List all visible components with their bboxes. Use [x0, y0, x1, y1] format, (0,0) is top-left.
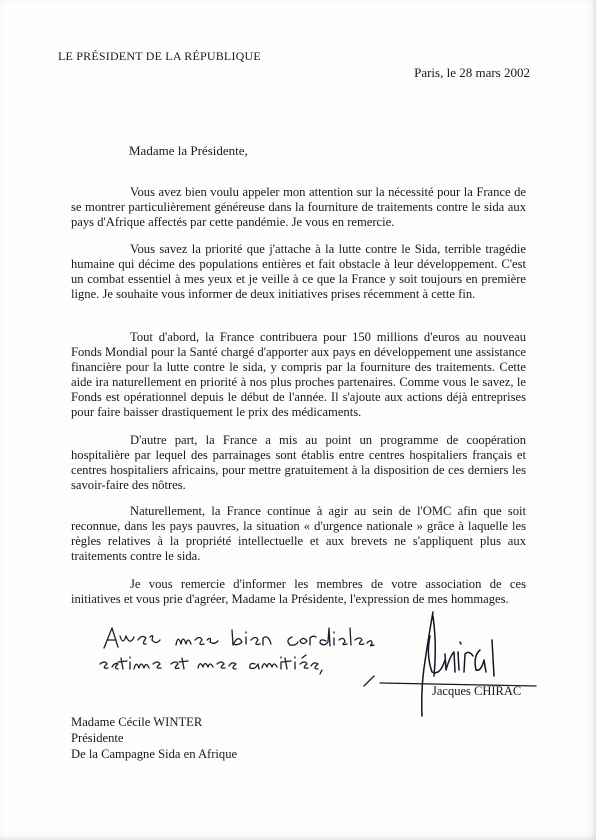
salutation: Madame la Présidente,	[129, 143, 248, 158]
letter-date: Paris, le 28 mars 2002	[414, 65, 530, 80]
paragraph-3: Tout d'abord, la France contribuera pour 150 millions d'euros au nouveau Fonds Mondial pour la Santé chargé d'apporter aux pays en développement une assistance financière pour la lutte contre le sida, y compris par la fourniture des traitements. Cette aide ira naturellement en priorité à nos plus proches partenaires. Comme vous le savez, le Fonds est opérationnel depuis le début de l'année. Il s'ajoute aux actions déjà entreprises pour faire baisser drastiquement le prix des médicaments.	[71, 330, 526, 419]
addressee-organization: De la Campagne Sida en Afrique	[71, 747, 238, 761]
paragraph-2: Vous savez la priorité que j'attache à la lutte contre le Sida, terrible tragédie humaine qui décime des populations entières et fait obstacle à leur développement. C'est un combat essentiel à mes yeux et je veille à ce que la France y soit toujours en première ligne. Je souhaite vous informer de deux initiatives prises récemment à cette fin.	[71, 242, 526, 301]
signer-name: Jacques CHIRAC	[432, 684, 522, 698]
letterhead: LE PRÉSIDENT DE LA RÉPUBLIQUE	[58, 49, 261, 63]
addressee-block	[71, 714, 237, 762]
addressee-title: Présidente	[71, 731, 124, 745]
signature	[380, 612, 536, 716]
addressee-name: Madame Cécile WINTER	[71, 715, 203, 729]
handwritten-note	[100, 628, 374, 686]
paragraph-4: D'autre part, la France a mis au point un programme de coopération hospitalière par lequel des parrainages sont établis entre centres hospitaliers français et centres hospitaliers africains, pour mettre gratuitement à la disposition de ces derniers les savoir-faire des nôtres.	[71, 433, 526, 492]
paragraph-6: Je vous remercie d'informer les membres de votre association de ces initiatives et vous prie d'agréer, Madame la Présidente, l'expression de mes hommages.	[71, 577, 526, 606]
paragraph-5: Naturellement, la France continue à agir au sein de l'OMC afin que soit reconnue, dans les pays pauvres, la situation « d'urgence nationale » grâce à laquelle les règles relatives à la propriété intellectuelle et aux brevets ne s'appliquent plus aux traitements contre le sida.	[71, 504, 526, 563]
paragraph-1: Vous avez bien voulu appeler mon attention sur la nécessité pour la France de se montrer particulièrement généreuse dans la fourniture de traitements contre le sida aux pays d'Afrique affectés par cette pandémie. Je vous en remercie.	[71, 185, 526, 229]
